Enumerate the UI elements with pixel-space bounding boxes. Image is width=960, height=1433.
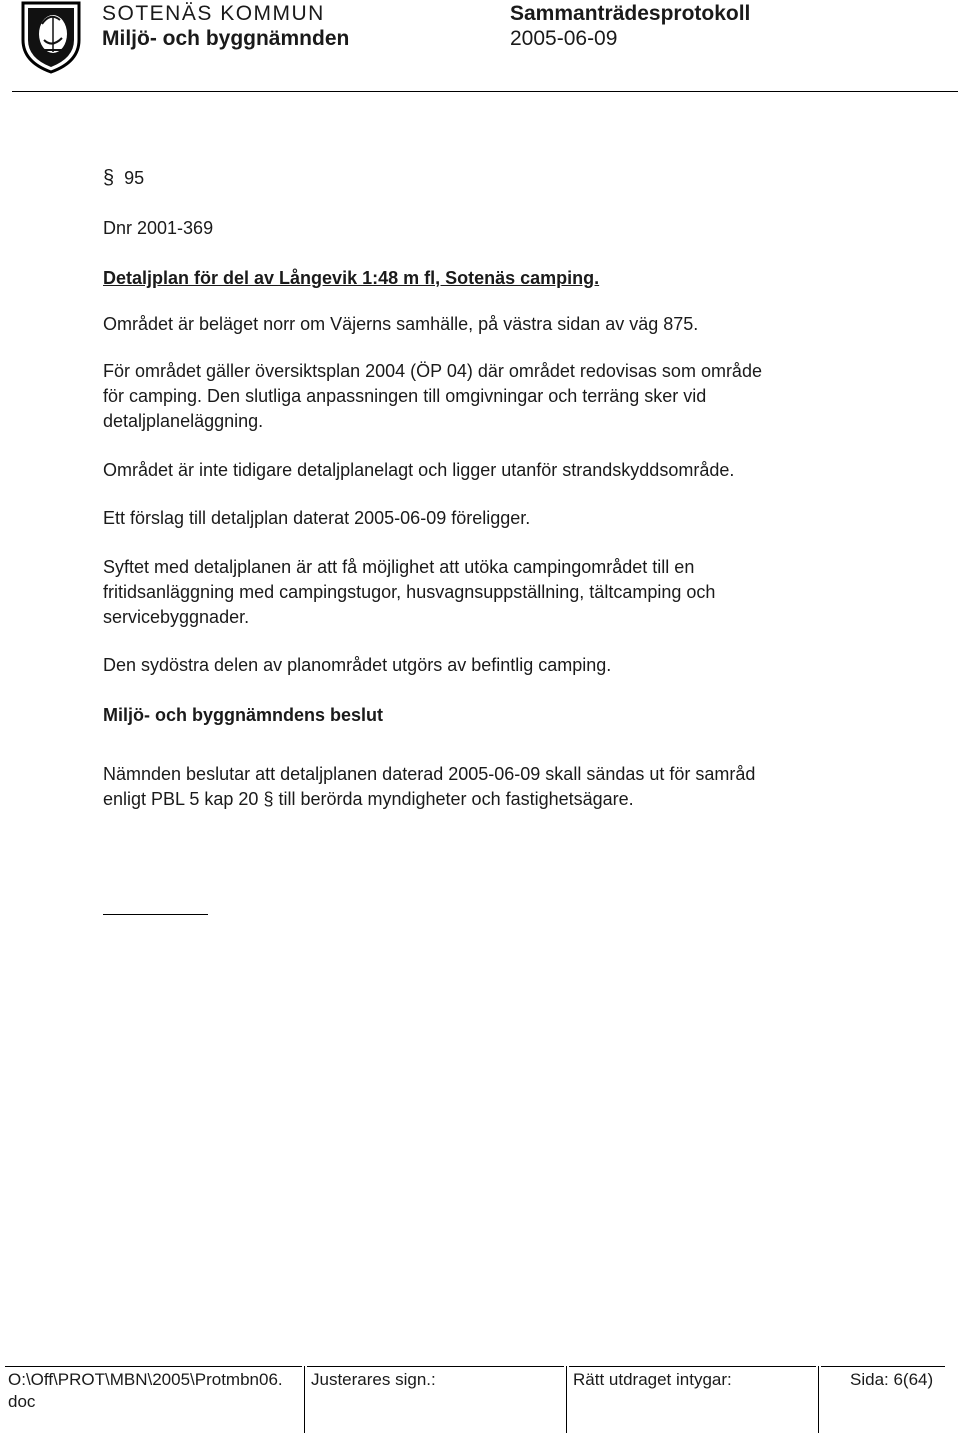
header-divider	[12, 91, 958, 92]
file-path	[8, 1369, 283, 1413]
footer-rule	[307, 1366, 564, 1367]
committee-name: Miljö- och byggnämnden	[102, 27, 350, 50]
decision-line: enligt PBL 5 kap 20 § till berörda myndigheter och fastighetsägare.	[103, 789, 634, 809]
footer-separator	[818, 1366, 819, 1433]
body-line: Ett förslag till detaljplan daterat 2005-06-09 föreligger.	[103, 508, 531, 528]
body-line: Den sydöstra delen av planområdet utgörs av befintlig camping.	[103, 655, 612, 675]
body-line: Området är inte tidigare detaljplanelagt och ligger utanför strandskyddsområde.	[103, 460, 735, 480]
file-path-line: O:\Off\PROT\MBN\2005\Protmbn06.	[8, 1370, 283, 1389]
adjuster-signature-label: Justerares sign.:	[311, 1370, 436, 1389]
footer-separator	[304, 1366, 305, 1433]
organization-name: SOTENÄS KOMMUN	[102, 2, 325, 25]
body-line: Syftet med detaljplanen är att få möjlighet att utöka campingområdet till en	[103, 557, 695, 577]
decision-heading: Miljö- och byggnämndens beslut	[103, 705, 384, 725]
paragraph-number: 95	[124, 168, 145, 188]
body-line: för camping. Den slutliga anpassningen till omgivningar och terräng sker vid	[103, 386, 707, 406]
footer-rule	[5, 1366, 302, 1367]
section-symbol: §	[103, 167, 115, 189]
document-type: Sammanträdesprotokoll	[510, 2, 751, 25]
paragraph-end-rule	[103, 914, 208, 915]
footer-separator	[566, 1366, 567, 1433]
case-number: Dnr 2001-369	[103, 218, 214, 238]
body-line: detaljplaneläggning.	[103, 411, 264, 431]
body-line: servicebyggnader.	[103, 607, 250, 627]
decision-line: Nämnden beslutar att detaljplanen daterad 2005-06-09 skall sändas ut för samråd	[103, 764, 756, 784]
meeting-date: 2005-06-09	[510, 27, 618, 50]
body-line: För området gäller översiktsplan 2004 (ÖP 04) där området redovisas som område	[103, 361, 762, 381]
case-title: Detaljplan för del av Långevik 1:48 m fl, Sotenäs camping.	[103, 268, 600, 288]
footer-rule	[569, 1366, 816, 1367]
paragraph-heading	[103, 166, 144, 191]
body-line: Området är beläget norr om Väjerns samhälle, på västra sidan av väg 875.	[103, 314, 699, 334]
footer-rule	[821, 1366, 945, 1367]
page-number: Sida: 6(64)	[850, 1370, 934, 1389]
municipal-coat-of-arms-icon	[20, 0, 82, 74]
body-line: fritidsanläggning med campingstugor, husvagnsuppställning, tältcamping och	[103, 582, 716, 602]
certified-extract-label: Rätt utdraget intygar:	[573, 1370, 732, 1389]
file-path-line: doc	[8, 1392, 36, 1411]
